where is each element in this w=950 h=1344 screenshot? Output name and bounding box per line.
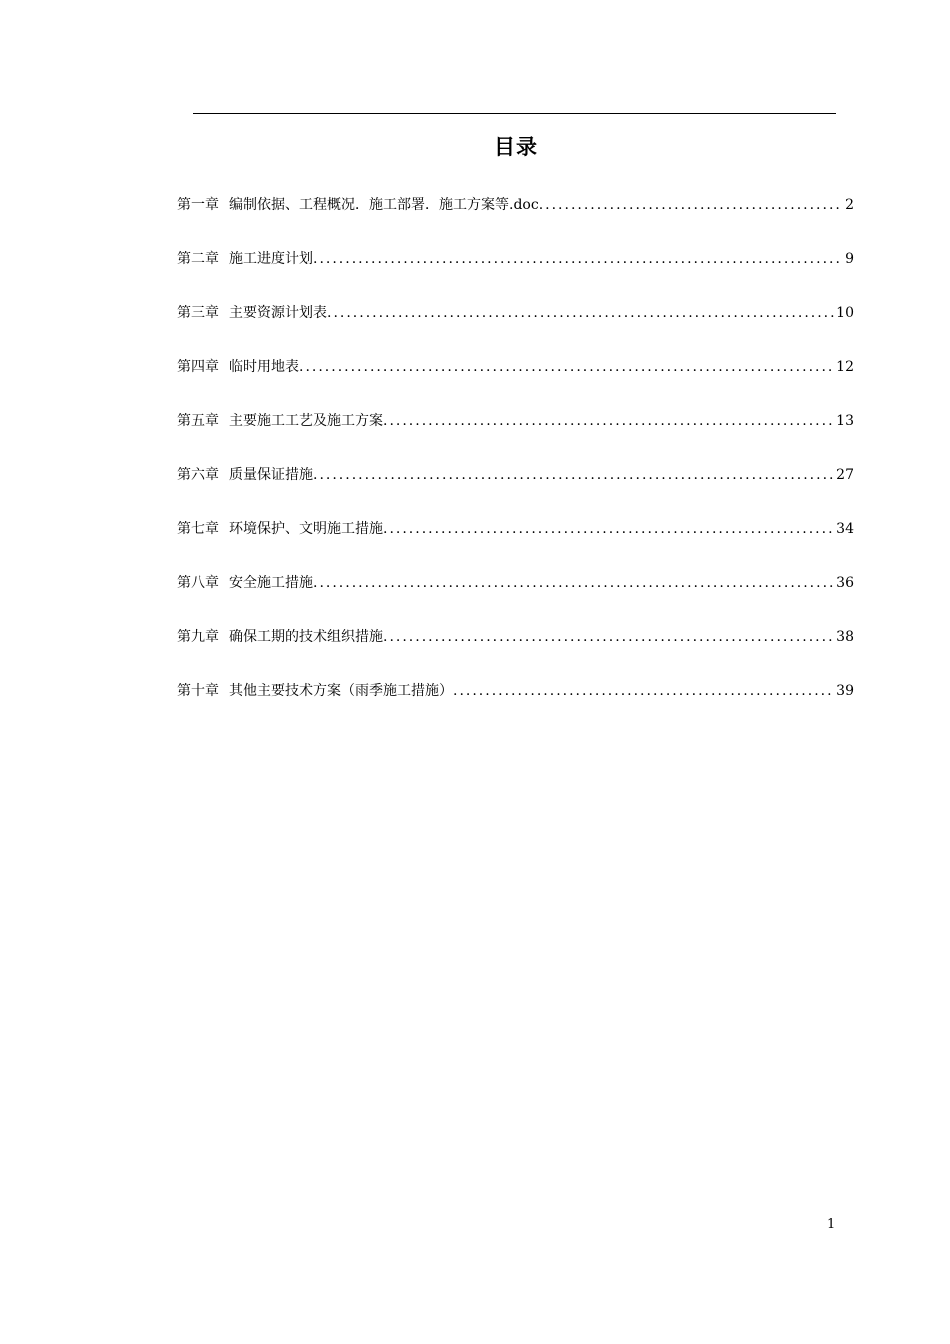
toc-chapter: 第四章 xyxy=(177,359,219,375)
toc-chapter: 第一章 xyxy=(177,197,219,213)
toc-title: 目录 xyxy=(494,135,538,159)
toc-leader-dots xyxy=(299,355,834,379)
toc-leader-dots xyxy=(313,247,843,271)
toc-entry-text: 主要施工工艺及施工方案 xyxy=(229,413,383,429)
toc-leader-dots xyxy=(453,679,834,703)
toc-entry-9[interactable] xyxy=(177,625,854,679)
toc-entry-text: 施工进度计划 xyxy=(229,251,313,267)
toc-entry-1[interactable] xyxy=(177,193,854,247)
toc-leader-dots xyxy=(313,463,834,487)
toc-entry-3[interactable] xyxy=(177,301,854,355)
toc-entry-4[interactable] xyxy=(177,355,854,409)
header-rule xyxy=(193,113,836,114)
toc-page-number: 12 xyxy=(836,359,854,375)
toc-leader-dots xyxy=(539,193,843,217)
toc-entry-2[interactable] xyxy=(177,247,854,301)
toc-page-number: 10 xyxy=(836,305,854,321)
toc-entry-text: 编制依据、工程概况．施工部署．施工方案等.doc xyxy=(229,197,539,213)
toc-page-number: 38 xyxy=(836,629,854,645)
toc-leader-dots xyxy=(327,301,834,325)
page-number: 1 xyxy=(827,1217,836,1232)
toc-chapter: 第六章 xyxy=(177,467,219,483)
toc-chapter: 第十章 xyxy=(177,683,219,699)
toc-leader-dots xyxy=(383,409,834,433)
toc-chapter: 第五章 xyxy=(177,413,219,429)
toc-chapter: 第八章 xyxy=(177,575,219,591)
toc-entry-5[interactable] xyxy=(177,409,854,463)
toc-entry-text: 主要资源计划表 xyxy=(229,305,327,321)
toc-chapter: 第九章 xyxy=(177,629,219,645)
toc-page-number: 2 xyxy=(845,197,854,213)
toc-page-number: 34 xyxy=(836,521,854,537)
toc-leader-dots xyxy=(383,517,834,541)
toc-entry-text: 环境保护、文明施工措施 xyxy=(229,521,383,537)
toc-entry-text: 质量保证措施 xyxy=(229,467,313,483)
toc-page-number: 36 xyxy=(836,575,854,591)
toc-entry-7[interactable] xyxy=(177,517,854,571)
toc-entry-text: 临时用地表 xyxy=(229,359,299,375)
toc-chapter: 第二章 xyxy=(177,251,219,267)
toc-leader-dots xyxy=(313,571,834,595)
toc-entry-text: 安全施工措施 xyxy=(229,575,313,591)
toc-chapter: 第七章 xyxy=(177,521,219,537)
toc-leader-dots xyxy=(383,625,834,649)
toc-entry-text: 其他主要技术方案（雨季施工措施） xyxy=(229,683,453,699)
toc-entry-8[interactable] xyxy=(177,571,854,625)
toc-page-number: 9 xyxy=(845,251,854,267)
toc-entry-6[interactable] xyxy=(177,463,854,517)
toc-page-number: 39 xyxy=(836,683,854,699)
toc-chapter: 第三章 xyxy=(177,305,219,321)
toc-entry-text: 确保工期的技术组织措施 xyxy=(229,629,383,645)
toc-list xyxy=(177,193,854,733)
toc-entry-10[interactable] xyxy=(177,679,854,733)
toc-page-number: 27 xyxy=(836,467,854,483)
toc-page-number: 13 xyxy=(836,413,854,429)
